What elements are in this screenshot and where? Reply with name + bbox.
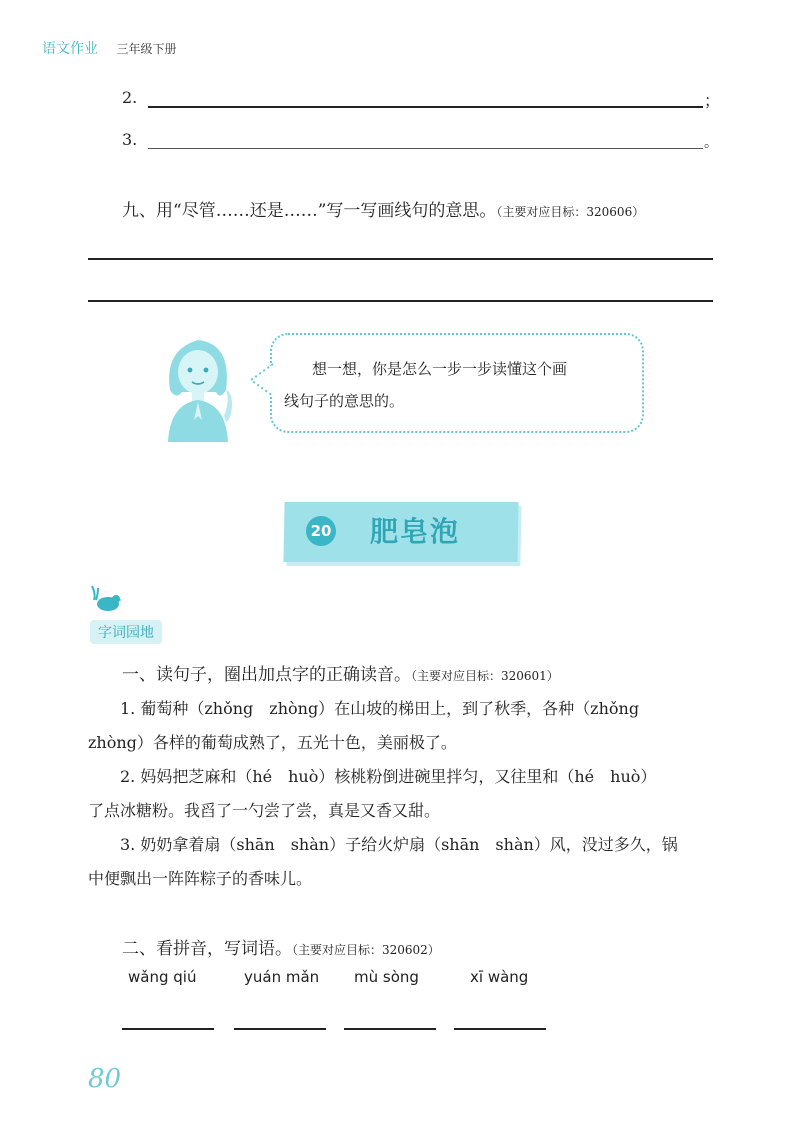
question-title: 九、用“尽管……还是……”写一写画线句的意思。: [122, 201, 497, 221]
page-number: 80: [88, 1064, 122, 1094]
question-1-body: [88, 692, 720, 896]
answer-line-2: [122, 88, 137, 107]
lesson-number-badge: 20: [306, 516, 336, 546]
answer-blank[interactable]: [122, 1028, 214, 1030]
section-tag: 字词园地: [90, 620, 162, 644]
line-end-mark: ；: [704, 91, 721, 110]
bubble-tail-icon: [248, 360, 274, 400]
tip-line-2: 线句子的意思的。: [284, 392, 405, 410]
question-title: 一、读句子，圈出加点字的正确读音。: [122, 665, 411, 685]
line-number: 3.: [122, 130, 138, 149]
question-1: [122, 660, 559, 685]
writing-line[interactable]: [88, 300, 713, 302]
answer-underline[interactable]: [148, 106, 703, 108]
running-header: [42, 38, 176, 58]
sentence-3-line-1: 3. 奶奶拿着扇（shān shàn）子给火炉扇（shān shàn）风，没过多久，锅: [120, 835, 678, 854]
tip-line-1: 想一想，你是怎么一步一步读懂这个画: [312, 360, 568, 378]
pinyin-2: yuán mǎn: [244, 968, 320, 986]
objective-note: （主要对应目标：320601）: [411, 669, 559, 683]
tip-text: [284, 353, 568, 417]
answer-underline[interactable]: [148, 148, 703, 149]
sentence-3-line-2: 中便飘出一阵阵粽子的香味儿。: [88, 869, 313, 888]
objective-note: （主要对应目标：320606）: [496, 205, 645, 219]
line-number: 2.: [122, 88, 138, 107]
sentence-2-line-2: 了点冰糖粉。我舀了一勺尝了尝，真是又香又甜。: [88, 801, 441, 820]
answer-blank[interactable]: [234, 1028, 326, 1030]
sentence-1-line-2: zhòng）各样的葡萄成熟了，五光十色，美丽极了。: [88, 733, 457, 752]
line-end-mark: 。: [704, 135, 718, 151]
answer-blank[interactable]: [344, 1028, 436, 1030]
lesson-title: 肥皂泡: [370, 515, 461, 548]
writing-line[interactable]: [88, 258, 713, 260]
question-2: [122, 934, 440, 959]
bird-icon: [88, 584, 122, 616]
pinyin-3: mù sòng: [354, 968, 419, 986]
answer-blank[interactable]: [454, 1028, 546, 1030]
girl-illustration-icon: [160, 330, 240, 442]
question-title: 二、看拼音，写词语。: [122, 939, 292, 959]
sentence-1-line-1: 1. 葡萄种（zhǒng zhòng）在山坡的梯田上，到了秋季，各种（zhǒng: [120, 699, 640, 718]
objective-note: （主要对应目标：320602）: [292, 943, 440, 957]
answer-line-3: [122, 130, 137, 149]
grade-label: 三年级下册: [116, 42, 177, 56]
pinyin-1: wǎng qiú: [128, 968, 197, 986]
book-title: 语文作业: [42, 41, 98, 57]
sentence-2-line-1: 2. 妈妈把芝麻和（hé huò）核桃粉倒进碗里拌匀，又往里和（hé huò）: [120, 767, 657, 786]
pinyin-4: xī wàng: [470, 968, 529, 986]
question-9: [122, 196, 644, 221]
